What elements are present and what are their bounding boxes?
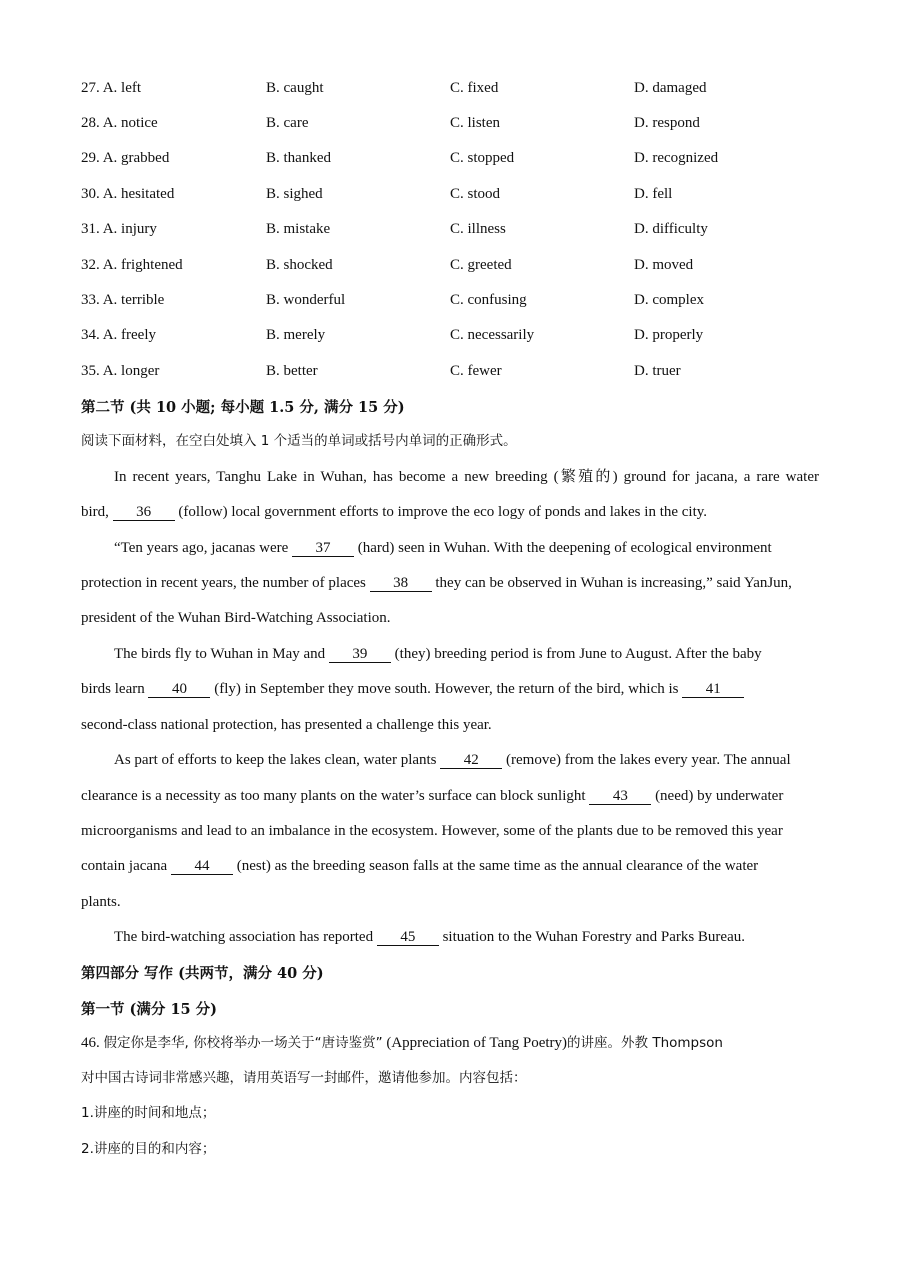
option-b: B. thanked [266,150,331,166]
option-row-30 [81,184,821,204]
passage-line: microorganisms and lead to an imbalance in the ecosystem. However, some of the plants due to be removed this year [81,823,783,839]
option-d: D. recognized [634,150,719,166]
option-b: B. merely [266,327,326,343]
blank-37[interactable]: 37 [292,540,354,557]
passage-line: second-class national protection, has presented a challenge this year. [81,717,492,733]
option-b: B. mistake [266,221,331,237]
option-b: B. shocked [266,257,333,273]
option-b: B. sighed [266,186,323,202]
option-b: B. better [266,363,318,379]
option-d: D. moved [634,257,694,273]
option-a: 30. A. hesitated [81,186,175,202]
option-row-35 [81,361,821,381]
blank-43[interactable]: 43 [589,788,651,805]
passage-line: As part of efforts to keep the lakes clean, water plants 42 (remove) from the lakes every year. The annual [114,752,791,768]
part-heading: 第四部分 写作 (共两节，满分 40 分) [81,965,324,982]
passage-line: protection in recent years, the number of places 38 they can be observed in Wuhan is increasing,” said YanJun, [81,575,792,591]
option-d: D. properly [634,327,704,343]
option-a: 27. A. left [81,80,142,96]
option-d: D. complex [634,292,704,308]
option-c: C. listen [450,115,501,131]
blank-36[interactable]: 36 [113,504,175,521]
passage-line: clearance is a necessity as too many plants on the water’s surface can block sunlight 43 (need) by underwater [81,788,784,804]
option-b: B. care [266,115,309,131]
blank-40[interactable]: 40 [148,681,210,698]
writing-prompt-line: 对中国古诗词非常感兴趣，请用英语写一封邮件，邀请他参加。内容包括： [81,1070,527,1086]
option-d: D. fell [634,186,673,202]
option-c: C. fixed [450,80,499,96]
passage-line: “Ten years ago, jacanas were 37 (hard) seen in Wuhan. With the deepening of ecological environment [114,540,772,556]
subsection-heading: 第一节 (满分 15 分) [81,1001,218,1018]
blank-41[interactable]: 41 [682,681,744,698]
option-c: C. illness [450,221,506,237]
section-instruction: 阅读下面材料，在空白处填入 1 个适当的单词或括号内单词的正确形式。 [81,433,517,449]
option-b: B. wonderful [266,292,346,308]
option-row-27 [81,78,821,98]
passage-line: contain jacana 44 (nest) as the breeding season falls at the same time as the annual clearance of the water [81,858,759,874]
writing-prompt-line: 46. 假定你是李华, 你校将举办一场关于“唐诗鉴赏” (Appreciation of Tang Poetry)的讲座。外教 Thompson [81,1035,723,1051]
option-row-29 [81,148,821,168]
blank-38[interactable]: 38 [370,575,432,592]
option-c: C. confusing [450,292,527,308]
option-a: 35. A. longer [81,363,160,379]
blank-42[interactable]: 42 [440,752,502,769]
option-a: 32. A. frightened [81,257,183,273]
option-c: C. fewer [450,363,502,379]
option-d: D. respond [634,115,700,131]
option-b: B. caught [266,80,324,96]
option-row-33 [81,290,821,310]
option-row-31 [81,219,821,239]
option-d: D. damaged [634,80,707,96]
option-c: C. necessarily [450,327,535,343]
option-c: C. stood [450,186,501,202]
passage-line: bird, 36 (follow) local government efforts to improve the eco logy of ponds and lakes in the city. [81,504,708,520]
option-c: C. greeted [450,257,512,273]
option-a: 31. A. injury [81,221,157,237]
option-row-28 [81,113,821,133]
passage-line: The bird-watching association has reported 45 situation to the Wuhan Forestry and Parks Bureau. [114,929,745,945]
writing-prompt-item: 1.讲座的时间和地点； [81,1105,216,1121]
option-row-34 [81,325,821,345]
blank-44[interactable]: 44 [171,858,233,875]
option-d: D. difficulty [634,221,708,237]
passage-line: plants. [81,894,121,910]
option-a: 33. A. terrible [81,292,165,308]
option-d: D. truer [634,363,681,379]
passage-line: birds learn 40 (fly) in September they move south. However, the return of the bird, which is 41 [81,679,819,699]
option-a: 28. A. notice [81,115,158,131]
option-c: C. stopped [450,150,515,166]
option-a: 34. A. freely [81,327,156,343]
writing-prompt-item: 2.讲座的目的和内容； [81,1141,216,1157]
passage-line: The birds fly to Wuhan in May and 39 (they) breeding period is from June to August. After the baby [114,646,762,662]
blank-45[interactable]: 45 [377,929,439,946]
option-a: 29. A. grabbed [81,150,170,166]
passage-line: president of the Wuhan Bird-Watching Association. [81,610,391,626]
option-row-32 [81,255,821,275]
blank-39[interactable]: 39 [329,646,391,663]
passage-line: In recent years, Tanghu Lake in Wuhan, has become a new breeding (繁殖的) ground for jacana, a rare water [114,469,819,485]
section-heading: 第二节 (共 10 小题; 每小题 1.5 分, 满分 15 分) [81,399,405,416]
